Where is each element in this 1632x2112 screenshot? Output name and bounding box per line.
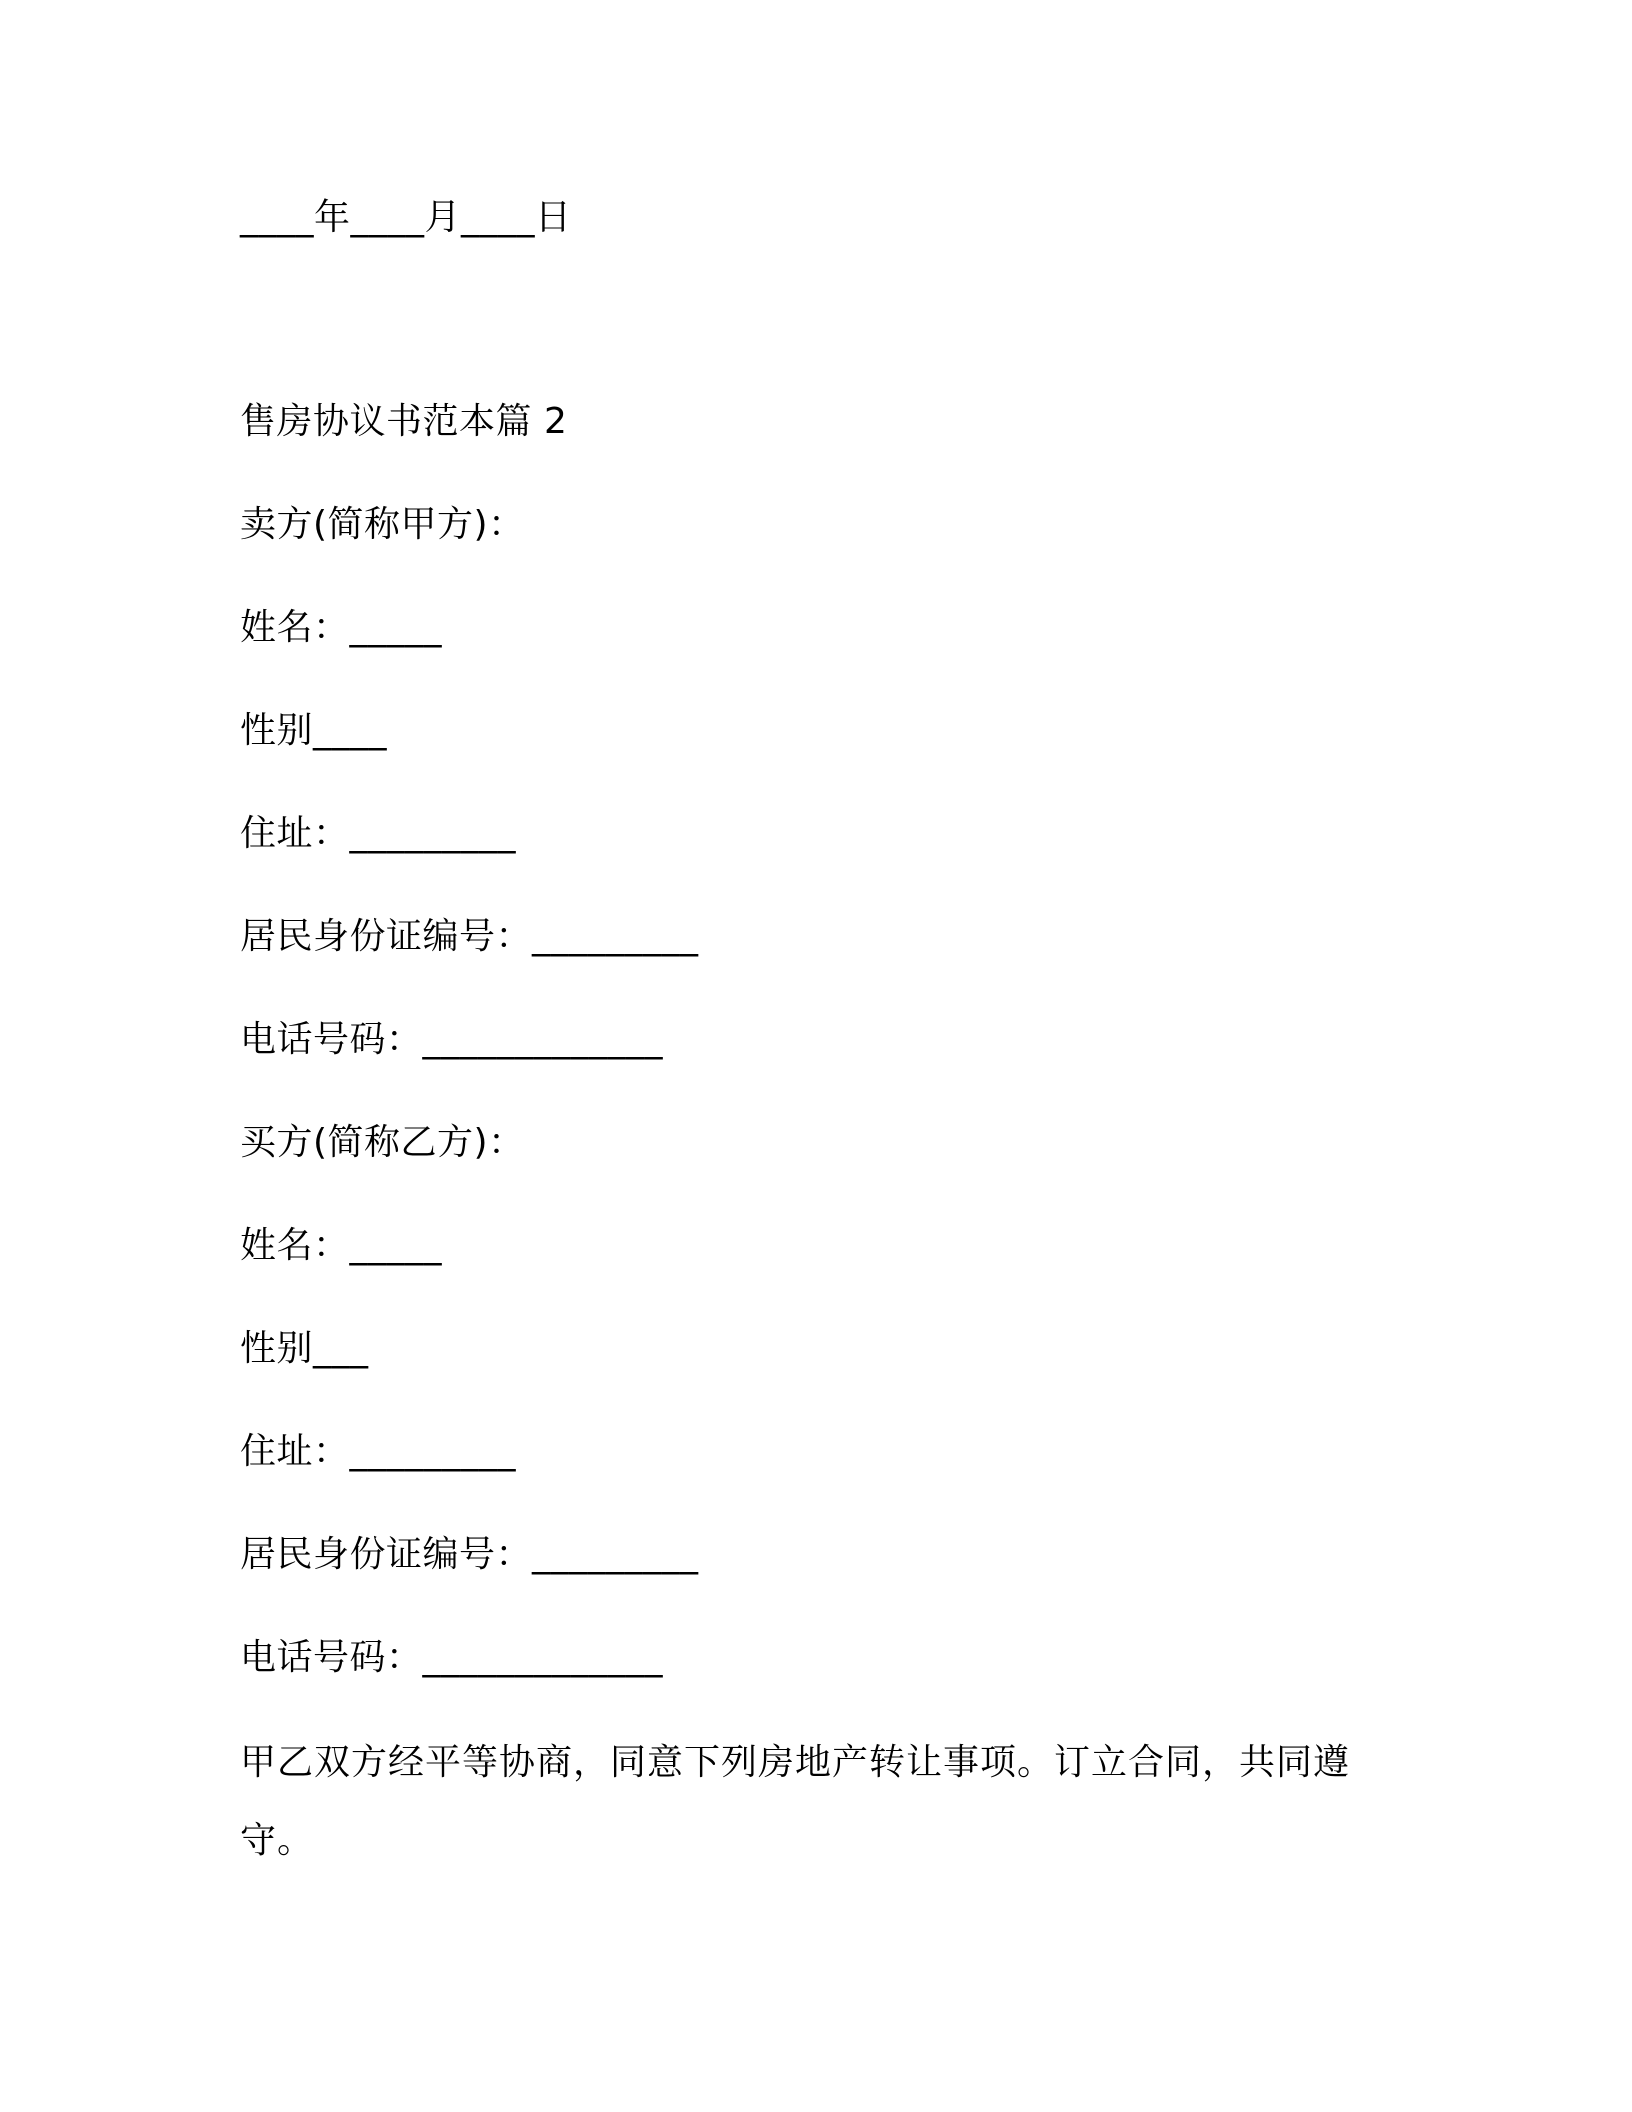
seller-name-field: 姓名：_____ [240, 607, 443, 648]
agreement-paragraph: 甲乙双方经平等协商，同意下列房地产转让事项。订立合同，共同遵守。 [240, 1742, 1351, 1861]
buyer-id-number-field: 居民身份证编号：_________ [240, 1534, 699, 1575]
buyer-address-field: 住址：_________ [240, 1431, 517, 1472]
buyer-name-field: 姓名：_____ [240, 1225, 443, 1266]
buyer-heading: 买方(简称乙方)： [240, 1122, 525, 1163]
seller-address-field: 住址：_________ [240, 813, 517, 854]
date-line: ____年____月____日 [240, 197, 572, 238]
buyer-phone-field: 电话号码：_____________ [240, 1637, 664, 1678]
seller-id-number-field: 居民身份证编号：_________ [240, 916, 699, 957]
seller-gender-field: 性别____ [240, 710, 388, 751]
buyer-gender-field: 性别___ [240, 1328, 369, 1369]
section-title: 售房协议书范本篇 2 [240, 401, 568, 442]
seller-phone-field: 电话号码：_____________ [240, 1019, 664, 1060]
seller-heading: 卖方(简称甲方)： [240, 504, 525, 545]
